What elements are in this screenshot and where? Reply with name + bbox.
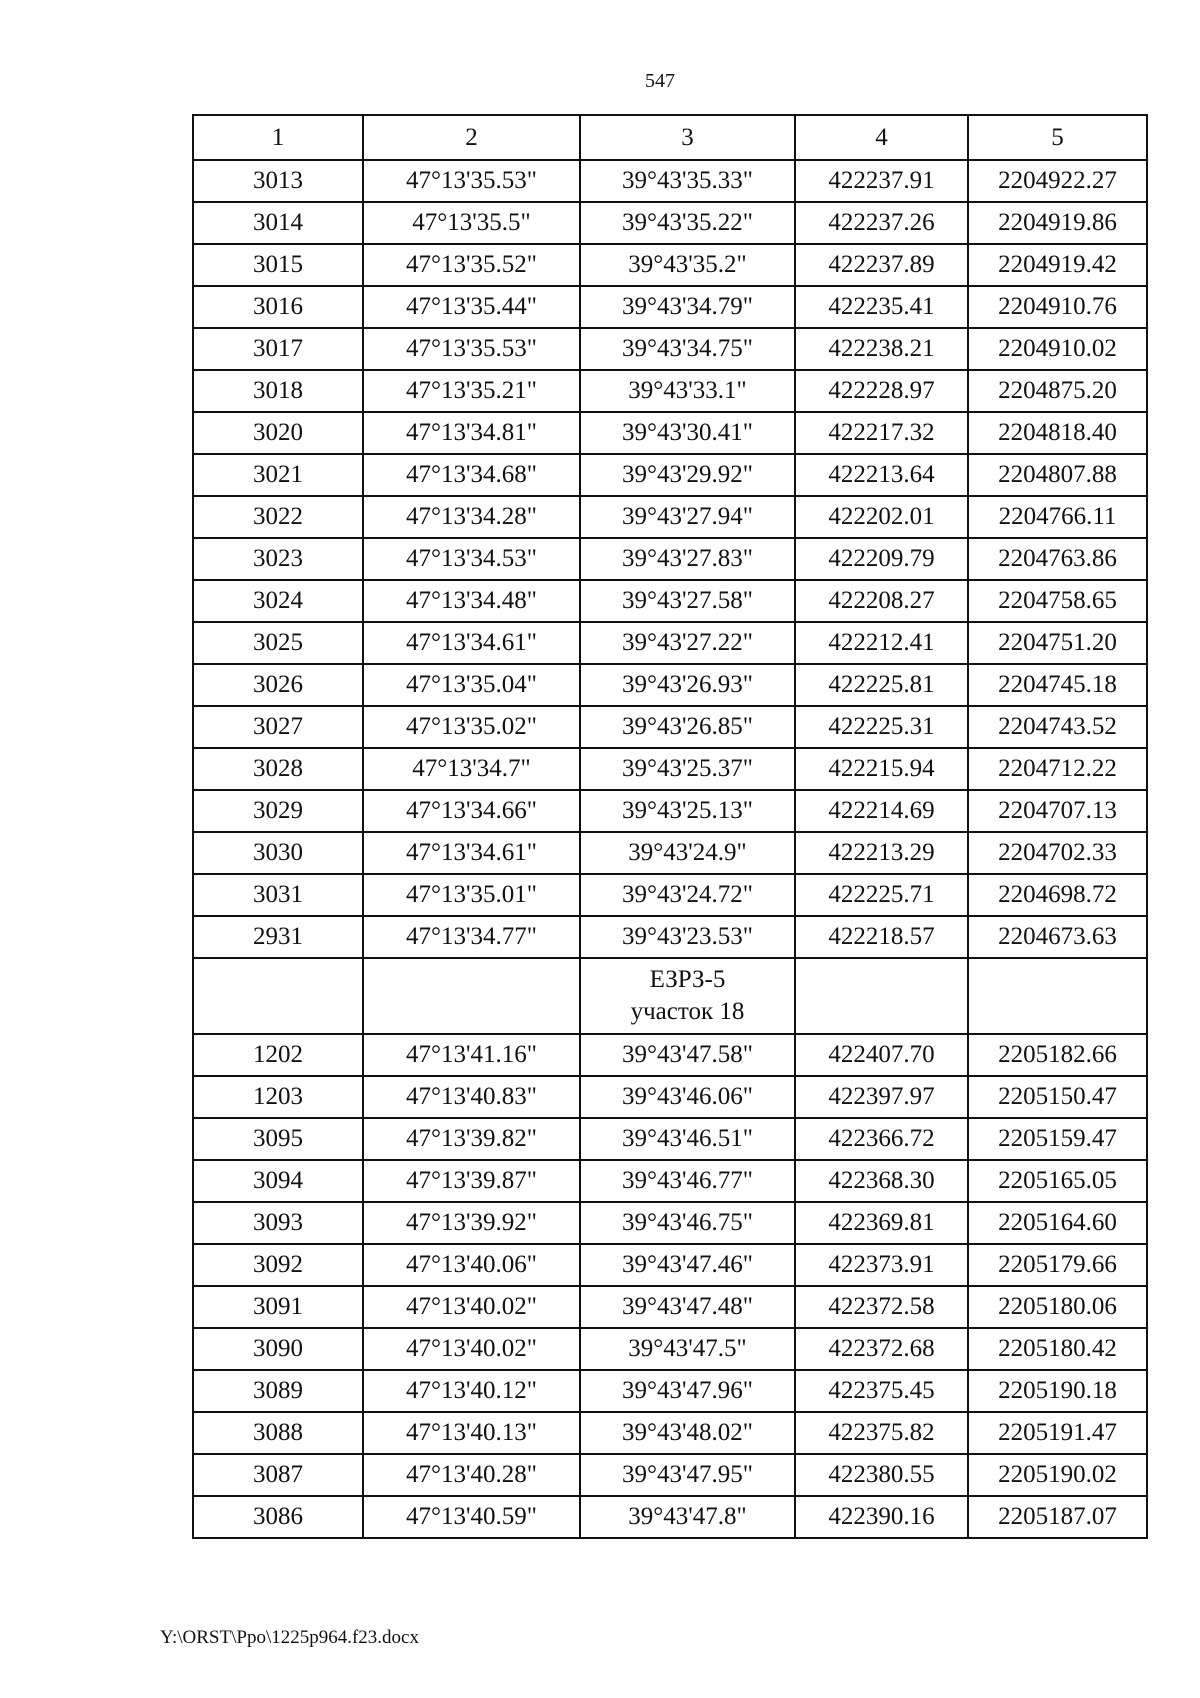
y-coordinate-cell: 2204758.65 [968, 580, 1147, 622]
table-row [193, 244, 1147, 286]
longitude-cell: 39°43'46.75" [580, 1202, 795, 1244]
latitude-cell: 47°13'40.59" [363, 1496, 580, 1538]
header-cell-col3: 3 [580, 115, 795, 160]
longitude-cell: 39°43'47.48" [580, 1286, 795, 1328]
y-coordinate-cell: 2204702.33 [968, 832, 1147, 874]
x-coordinate-cell: 422225.31 [795, 706, 968, 748]
latitude-cell: 47°13'40.02" [363, 1286, 580, 1328]
x-coordinate-cell: 422407.70 [795, 1034, 968, 1076]
y-coordinate-cell: 2204919.86 [968, 202, 1147, 244]
point-number-cell: 3025 [193, 622, 363, 664]
x-coordinate-cell: 422212.41 [795, 622, 968, 664]
table-row [193, 1118, 1147, 1160]
latitude-cell: 47°13'35.53" [363, 160, 580, 202]
longitude-cell: 39°43'35.22" [580, 202, 795, 244]
table-header [193, 115, 1147, 160]
latitude-cell: 47°13'40.02" [363, 1328, 580, 1370]
latitude-cell: 47°13'35.21" [363, 370, 580, 412]
table-row [193, 664, 1147, 706]
y-coordinate-cell: 2205191.47 [968, 1412, 1147, 1454]
table-row [193, 160, 1147, 202]
point-number-cell: 3016 [193, 286, 363, 328]
latitude-cell: 47°13'41.16" [363, 1034, 580, 1076]
table-row [193, 1034, 1147, 1076]
latitude-cell: 47°13'39.92" [363, 1202, 580, 1244]
latitude-cell: 47°13'39.87" [363, 1160, 580, 1202]
longitude-cell: 39°43'27.94" [580, 496, 795, 538]
coordinates-table [192, 114, 1148, 1539]
y-coordinate-cell: 2204673.63 [968, 916, 1147, 958]
point-number-cell: 3029 [193, 790, 363, 832]
section-label-cell [580, 958, 795, 1034]
longitude-cell: 39°43'46.06" [580, 1076, 795, 1118]
y-coordinate-cell: 2204743.52 [968, 706, 1147, 748]
table-row [193, 1412, 1147, 1454]
x-coordinate-cell: 422375.45 [795, 1370, 968, 1412]
section-empty-cell [363, 958, 580, 1034]
latitude-cell: 47°13'40.28" [363, 1454, 580, 1496]
point-number-cell: 3017 [193, 328, 363, 370]
latitude-cell: 47°13'39.82" [363, 1118, 580, 1160]
y-coordinate-cell: 2204922.27 [968, 160, 1147, 202]
longitude-cell: 39°43'25.37" [580, 748, 795, 790]
table-row [193, 1328, 1147, 1370]
point-number-cell: 3091 [193, 1286, 363, 1328]
table-row [193, 202, 1147, 244]
latitude-cell: 47°13'34.77" [363, 916, 580, 958]
longitude-cell: 39°43'24.72" [580, 874, 795, 916]
table-row [193, 706, 1147, 748]
point-number-cell: 3088 [193, 1412, 363, 1454]
longitude-cell: 39°43'30.41" [580, 412, 795, 454]
section-row [193, 958, 1147, 1034]
x-coordinate-cell: 422228.97 [795, 370, 968, 412]
longitude-cell: 39°43'27.22" [580, 622, 795, 664]
longitude-cell: 39°43'27.58" [580, 580, 795, 622]
table-row [193, 748, 1147, 790]
y-coordinate-cell: 2205150.47 [968, 1076, 1147, 1118]
x-coordinate-cell: 422380.55 [795, 1454, 968, 1496]
table-row [193, 370, 1147, 412]
point-number-cell: 3089 [193, 1370, 363, 1412]
x-coordinate-cell: 422373.91 [795, 1244, 968, 1286]
y-coordinate-cell: 2205165.05 [968, 1160, 1147, 1202]
table-row [193, 1496, 1147, 1538]
x-coordinate-cell: 422237.89 [795, 244, 968, 286]
point-number-cell: 3026 [193, 664, 363, 706]
latitude-cell: 47°13'35.52" [363, 244, 580, 286]
table-row [193, 1076, 1147, 1118]
table-row [193, 916, 1147, 958]
page-number: 547 [645, 70, 675, 92]
point-number-cell: 3086 [193, 1496, 363, 1538]
point-number-cell: 3015 [193, 244, 363, 286]
x-coordinate-cell: 422237.91 [795, 160, 968, 202]
table-row [193, 1160, 1147, 1202]
y-coordinate-cell: 2204698.72 [968, 874, 1147, 916]
x-coordinate-cell: 422369.81 [795, 1202, 968, 1244]
latitude-cell: 47°13'35.53" [363, 328, 580, 370]
longitude-cell: 39°43'34.79" [580, 286, 795, 328]
point-number-cell: 3014 [193, 202, 363, 244]
table-row [193, 832, 1147, 874]
x-coordinate-cell: 422368.30 [795, 1160, 968, 1202]
x-coordinate-cell: 422218.57 [795, 916, 968, 958]
longitude-cell: 39°43'25.13" [580, 790, 795, 832]
section-zone-name: ЕЗРЗ-5 [649, 966, 726, 993]
point-number-cell: 3087 [193, 1454, 363, 1496]
table-row [193, 328, 1147, 370]
point-number-cell: 3022 [193, 496, 363, 538]
longitude-cell: 39°43'47.95" [580, 1454, 795, 1496]
y-coordinate-cell: 2204763.86 [968, 538, 1147, 580]
x-coordinate-cell: 422366.72 [795, 1118, 968, 1160]
latitude-cell: 47°13'35.01" [363, 874, 580, 916]
latitude-cell: 47°13'40.13" [363, 1412, 580, 1454]
x-coordinate-cell: 422375.82 [795, 1412, 968, 1454]
y-coordinate-cell: 2205179.66 [968, 1244, 1147, 1286]
longitude-cell: 39°43'47.5" [580, 1328, 795, 1370]
longitude-cell: 39°43'27.83" [580, 538, 795, 580]
x-coordinate-cell: 422225.71 [795, 874, 968, 916]
point-number-cell: 3094 [193, 1160, 363, 1202]
point-number-cell: 3028 [193, 748, 363, 790]
y-coordinate-cell: 2204919.42 [968, 244, 1147, 286]
x-coordinate-cell: 422238.21 [795, 328, 968, 370]
point-number-cell: 3013 [193, 160, 363, 202]
y-coordinate-cell: 2204875.20 [968, 370, 1147, 412]
table-row [193, 412, 1147, 454]
longitude-cell: 39°43'47.58" [580, 1034, 795, 1076]
x-coordinate-cell: 422237.26 [795, 202, 968, 244]
latitude-cell: 47°13'35.02" [363, 706, 580, 748]
x-coordinate-cell: 422213.29 [795, 832, 968, 874]
latitude-cell: 47°13'34.28" [363, 496, 580, 538]
x-coordinate-cell: 422225.81 [795, 664, 968, 706]
point-number-cell: 3095 [193, 1118, 363, 1160]
table-body-part-1 [193, 160, 1147, 958]
header-cell-col1: 1 [193, 115, 363, 160]
y-coordinate-cell: 2205190.18 [968, 1370, 1147, 1412]
table-body-part-2 [193, 1034, 1147, 1538]
point-number-cell: 3020 [193, 412, 363, 454]
table-row [193, 1202, 1147, 1244]
x-coordinate-cell: 422209.79 [795, 538, 968, 580]
longitude-cell: 39°43'35.33" [580, 160, 795, 202]
y-coordinate-cell: 2204766.11 [968, 496, 1147, 538]
longitude-cell: 39°43'47.96" [580, 1370, 795, 1412]
table-row [193, 1244, 1147, 1286]
point-number-cell: 3090 [193, 1328, 363, 1370]
y-coordinate-cell: 2204807.88 [968, 454, 1147, 496]
longitude-cell: 39°43'34.75" [580, 328, 795, 370]
latitude-cell: 47°13'34.53" [363, 538, 580, 580]
header-row [193, 115, 1147, 160]
header-cell-col2: 2 [363, 115, 580, 160]
longitude-cell: 39°43'35.2" [580, 244, 795, 286]
longitude-cell: 39°43'24.9" [580, 832, 795, 874]
point-number-cell: 3031 [193, 874, 363, 916]
y-coordinate-cell: 2204712.22 [968, 748, 1147, 790]
latitude-cell: 47°13'40.12" [363, 1370, 580, 1412]
section-empty-cell [193, 958, 363, 1034]
table-row [193, 1454, 1147, 1496]
table-row [193, 622, 1147, 664]
latitude-cell: 47°13'40.83" [363, 1076, 580, 1118]
x-coordinate-cell: 422217.32 [795, 412, 968, 454]
longitude-cell: 39°43'47.8" [580, 1496, 795, 1538]
x-coordinate-cell: 422215.94 [795, 748, 968, 790]
point-number-cell: 3027 [193, 706, 363, 748]
longitude-cell: 39°43'26.93" [580, 664, 795, 706]
latitude-cell: 47°13'34.81" [363, 412, 580, 454]
y-coordinate-cell: 2205164.60 [968, 1202, 1147, 1244]
table-row [193, 538, 1147, 580]
y-coordinate-cell: 2204818.40 [968, 412, 1147, 454]
latitude-cell: 47°13'34.66" [363, 790, 580, 832]
point-number-cell: 1202 [193, 1034, 363, 1076]
latitude-cell: 47°13'34.7" [363, 748, 580, 790]
table-row [193, 454, 1147, 496]
longitude-cell: 39°43'46.77" [580, 1160, 795, 1202]
point-number-cell: 3018 [193, 370, 363, 412]
latitude-cell: 47°13'34.48" [363, 580, 580, 622]
x-coordinate-cell: 422372.68 [795, 1328, 968, 1370]
y-coordinate-cell: 2204910.76 [968, 286, 1147, 328]
point-number-cell: 3023 [193, 538, 363, 580]
section-plot-name: участок 18 [630, 998, 745, 1025]
point-number-cell: 2931 [193, 916, 363, 958]
y-coordinate-cell: 2205159.47 [968, 1118, 1147, 1160]
table-row [193, 496, 1147, 538]
section-empty-cell [795, 958, 968, 1034]
section-divider [193, 958, 1147, 1034]
y-coordinate-cell: 2205187.07 [968, 1496, 1147, 1538]
table-row [193, 286, 1147, 328]
latitude-cell: 47°13'34.61" [363, 832, 580, 874]
table-row [193, 790, 1147, 832]
latitude-cell: 47°13'40.06" [363, 1244, 580, 1286]
point-number-cell: 3030 [193, 832, 363, 874]
x-coordinate-cell: 422372.58 [795, 1286, 968, 1328]
x-coordinate-cell: 422214.69 [795, 790, 968, 832]
table-row [193, 874, 1147, 916]
point-number-cell: 3092 [193, 1244, 363, 1286]
y-coordinate-cell: 2205190.02 [968, 1454, 1147, 1496]
longitude-cell: 39°43'26.85" [580, 706, 795, 748]
y-coordinate-cell: 2205180.06 [968, 1286, 1147, 1328]
x-coordinate-cell: 422213.64 [795, 454, 968, 496]
x-coordinate-cell: 422397.97 [795, 1076, 968, 1118]
table-row [193, 1286, 1147, 1328]
y-coordinate-cell: 2204751.20 [968, 622, 1147, 664]
x-coordinate-cell: 422202.01 [795, 496, 968, 538]
latitude-cell: 47°13'35.04" [363, 664, 580, 706]
longitude-cell: 39°43'33.1" [580, 370, 795, 412]
table-row [193, 1370, 1147, 1412]
y-coordinate-cell: 2204910.02 [968, 328, 1147, 370]
y-coordinate-cell: 2205180.42 [968, 1328, 1147, 1370]
table-row [193, 580, 1147, 622]
longitude-cell: 39°43'46.51" [580, 1118, 795, 1160]
longitude-cell: 39°43'29.92" [580, 454, 795, 496]
latitude-cell: 47°13'34.68" [363, 454, 580, 496]
x-coordinate-cell: 422235.41 [795, 286, 968, 328]
latitude-cell: 47°13'35.5" [363, 202, 580, 244]
x-coordinate-cell: 422208.27 [795, 580, 968, 622]
point-number-cell: 3093 [193, 1202, 363, 1244]
y-coordinate-cell: 2204745.18 [968, 664, 1147, 706]
point-number-cell: 3024 [193, 580, 363, 622]
latitude-cell: 47°13'34.61" [363, 622, 580, 664]
y-coordinate-cell: 2204707.13 [968, 790, 1147, 832]
longitude-cell: 39°43'23.53" [580, 916, 795, 958]
longitude-cell: 39°43'48.02" [580, 1412, 795, 1454]
x-coordinate-cell: 422390.16 [795, 1496, 968, 1538]
latitude-cell: 47°13'35.44" [363, 286, 580, 328]
longitude-cell: 39°43'47.46" [580, 1244, 795, 1286]
point-number-cell: 1203 [193, 1076, 363, 1118]
point-number-cell: 3021 [193, 454, 363, 496]
header-cell-col5: 5 [968, 115, 1147, 160]
section-empty-cell [968, 958, 1147, 1034]
y-coordinate-cell: 2205182.66 [968, 1034, 1147, 1076]
footer-file-path: Y:\ORST\Ppo\1225p964.f23.docx [160, 1627, 419, 1648]
header-cell-col4: 4 [795, 115, 968, 160]
